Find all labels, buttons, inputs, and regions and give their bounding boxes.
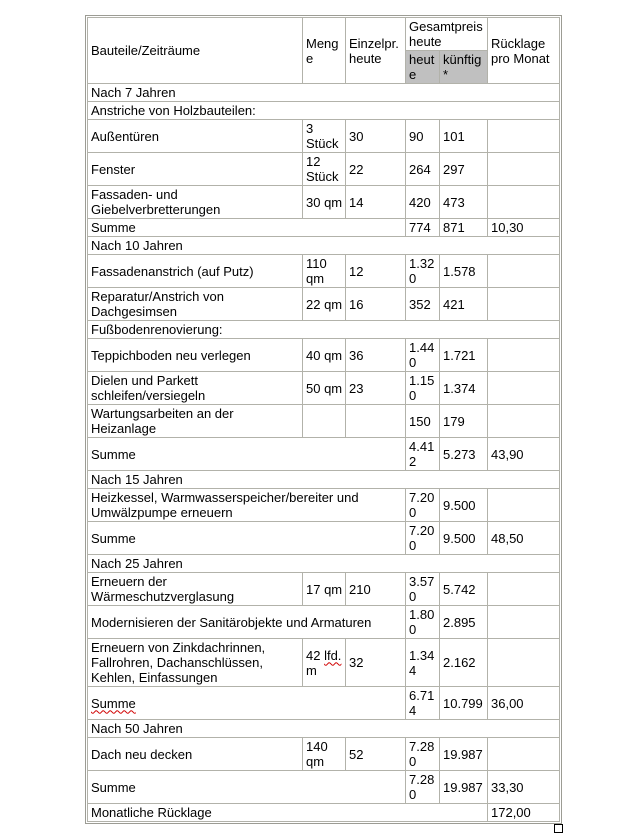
table-cell: 421 — [440, 288, 488, 321]
table-cell: 23 — [346, 372, 406, 405]
table-cell — [488, 606, 560, 639]
table-cell: 14 — [346, 186, 406, 219]
table-cell: 179 — [440, 405, 488, 438]
table-cell — [488, 153, 560, 186]
table-cell — [488, 339, 560, 372]
table-cell: 3.570 — [406, 573, 440, 606]
table-cell: 473 — [440, 186, 488, 219]
table-cell: Erneuern der Wärmeschutzverglasung — [88, 573, 303, 606]
table-cell: 9.500 — [440, 489, 488, 522]
table-cell — [303, 639, 346, 687]
col-header-einzelpreis: Einzelpr. heute — [346, 18, 406, 84]
table-cell: 101 — [440, 120, 488, 153]
table-cell: 2.895 — [440, 606, 488, 639]
col-header-gesamtpreis: Gesamtpreis heute — [406, 18, 488, 51]
item-row — [88, 573, 560, 606]
table-cell: Wartungsarbeiten an der Heizanlage — [88, 405, 303, 438]
table-cell — [488, 288, 560, 321]
table-cell: 2.162 — [440, 639, 488, 687]
table-cell: Summe — [88, 687, 406, 720]
summe-row — [88, 438, 560, 471]
header-row — [88, 18, 560, 51]
summe-row — [88, 522, 560, 555]
item-row — [88, 255, 560, 288]
table-cell — [303, 405, 346, 438]
table-cell: Summe — [88, 771, 406, 804]
table-cell: Nach 50 Jahren — [88, 720, 560, 738]
table-cell: Fußbodenrenovierung: — [88, 321, 560, 339]
table-cell: 172,00 — [488, 804, 560, 822]
table-cell — [488, 186, 560, 219]
table-cell: 5.273 — [440, 438, 488, 471]
table-cell: 10,30 — [488, 219, 560, 237]
table-cell: Nach 15 Jahren — [88, 471, 560, 489]
table-cell: Teppichboden neu verlegen — [88, 339, 303, 372]
table-cell: Fenster — [88, 153, 303, 186]
table-cell: 33,30 — [488, 771, 560, 804]
item-row — [88, 120, 560, 153]
table-cell: 6.714 — [406, 687, 440, 720]
summe-row — [88, 687, 560, 720]
table-cell: 30 — [346, 120, 406, 153]
item-row — [88, 489, 560, 522]
table-cell — [488, 738, 560, 771]
table-cell: Monatliche Rücklage — [88, 804, 488, 822]
total-row — [88, 804, 560, 822]
table-cell — [488, 405, 560, 438]
summe-row — [88, 771, 560, 804]
section-row — [88, 321, 560, 339]
table-cell: 52 — [346, 738, 406, 771]
summe-row — [88, 219, 560, 237]
table-cell: Erneuern von Zinkdachrinnen, Fallrohren, Dachanschlüssen, Kehlen, Einfassungen — [88, 639, 303, 687]
table-cell: 1.800 — [406, 606, 440, 639]
table-header — [88, 18, 560, 84]
item-row — [88, 288, 560, 321]
table-cell: Modernisieren der Sanitärobjekte und Armaturen — [88, 606, 406, 639]
table-cell — [488, 372, 560, 405]
table-cell: Anstriche von Holzbauteilen: — [88, 102, 560, 120]
table-cell: Summe — [88, 438, 406, 471]
section-row — [88, 471, 560, 489]
table-cell: 12 Stück — [303, 153, 346, 186]
table-cell: 210 — [346, 573, 406, 606]
table-cell: 10.799 — [440, 687, 488, 720]
table-cell: 7.200 — [406, 489, 440, 522]
text-part: 42 — [306, 647, 325, 663]
table-cell: 140 qm — [303, 738, 346, 771]
table-cell: 22 qm — [303, 288, 346, 321]
table-cell: 352 — [406, 288, 440, 321]
table-cell: 36 — [346, 339, 406, 372]
misspelled-word: lfd. — [324, 647, 342, 663]
table-cell: Dach neu decken — [88, 738, 303, 771]
section-row — [88, 237, 560, 255]
table-cell: 32 — [346, 639, 406, 687]
table-cell: 12 — [346, 255, 406, 288]
item-row — [88, 372, 560, 405]
subheader-heute: heute — [406, 51, 440, 84]
section-row — [88, 720, 560, 738]
col-header-menge: Menge — [303, 18, 346, 84]
table-cell: 36,00 — [488, 687, 560, 720]
table-cell: Reparatur/Anstrich von Dachgesimsen — [88, 288, 303, 321]
section-row — [88, 555, 560, 573]
table-cell: 1.344 — [406, 639, 440, 687]
table-cell: Heizkessel, Warmwasserspeicher/bereiter und Umwälzpumpe erneuern — [88, 489, 406, 522]
table-cell: 1.320 — [406, 255, 440, 288]
table-cell: 7.280 — [406, 738, 440, 771]
item-row — [88, 606, 560, 639]
item-row — [88, 405, 560, 438]
table-cell: Nach 7 Jahren — [88, 84, 560, 102]
table-cell: Summe — [88, 522, 406, 555]
table-cell: 1.578 — [440, 255, 488, 288]
table-resize-handle[interactable] — [554, 824, 563, 833]
table-cell: Dielen und Parkett schleifen/versiegeln — [88, 372, 303, 405]
table-cell — [488, 639, 560, 687]
table-cell: 50 qm — [303, 372, 346, 405]
table-cell: 1.440 — [406, 339, 440, 372]
table-cell: 1.721 — [440, 339, 488, 372]
table-cell: 48,50 — [488, 522, 560, 555]
table-cell — [488, 489, 560, 522]
table-cell: Nach 25 Jahren — [88, 555, 560, 573]
table-cell: 1.150 — [406, 372, 440, 405]
table-cell: 90 — [406, 120, 440, 153]
subheader-kuenftig: künftig* — [440, 51, 488, 84]
item-row — [88, 186, 560, 219]
table-cell: 19.987 — [440, 738, 488, 771]
table-cell: 22 — [346, 153, 406, 186]
table-cell: 30 qm — [303, 186, 346, 219]
table-cell: Fassadenanstrich (auf Putz) — [88, 255, 303, 288]
table-cell: 871 — [440, 219, 488, 237]
table-cell: 264 — [406, 153, 440, 186]
table-cell: 7.200 — [406, 522, 440, 555]
table-cell: 150 — [406, 405, 440, 438]
table-cell: Fassaden- und Giebelverbretterungen — [88, 186, 303, 219]
item-row — [88, 153, 560, 186]
table-cell: 9.500 — [440, 522, 488, 555]
table-cell: 16 — [346, 288, 406, 321]
table-cell: 17 qm — [303, 573, 346, 606]
table-cell: Summe — [88, 219, 406, 237]
table-cell: 43,90 — [488, 438, 560, 471]
table-cell: 4.412 — [406, 438, 440, 471]
section-row — [88, 102, 560, 120]
table-cell: Nach 10 Jahren — [88, 237, 560, 255]
table-cell: 110 qm — [303, 255, 346, 288]
text-part: m — [306, 662, 317, 678]
col-header-bauteile: Bauteile/Zeiträume — [88, 18, 303, 84]
table-cell — [488, 255, 560, 288]
table-cell: 420 — [406, 186, 440, 219]
table-body — [88, 84, 560, 822]
item-row — [88, 738, 560, 771]
table-cell: 7.280 — [406, 771, 440, 804]
table-cell: 774 — [406, 219, 440, 237]
table-cell: 297 — [440, 153, 488, 186]
cost-table-container — [85, 15, 562, 824]
table-cell — [488, 120, 560, 153]
table-cell — [346, 405, 406, 438]
maintenance-cost-table — [87, 17, 560, 822]
col-header-ruecklage: Rücklage pro Monat — [488, 18, 560, 84]
table-cell: Außentüren — [88, 120, 303, 153]
table-cell: 3 Stück — [303, 120, 346, 153]
table-cell: 5.742 — [440, 573, 488, 606]
table-cell: 40 qm — [303, 339, 346, 372]
table-cell: 19.987 — [440, 771, 488, 804]
table-cell: 1.374 — [440, 372, 488, 405]
item-row — [88, 339, 560, 372]
table-cell — [488, 573, 560, 606]
section-row — [88, 84, 560, 102]
item-row — [88, 639, 560, 687]
